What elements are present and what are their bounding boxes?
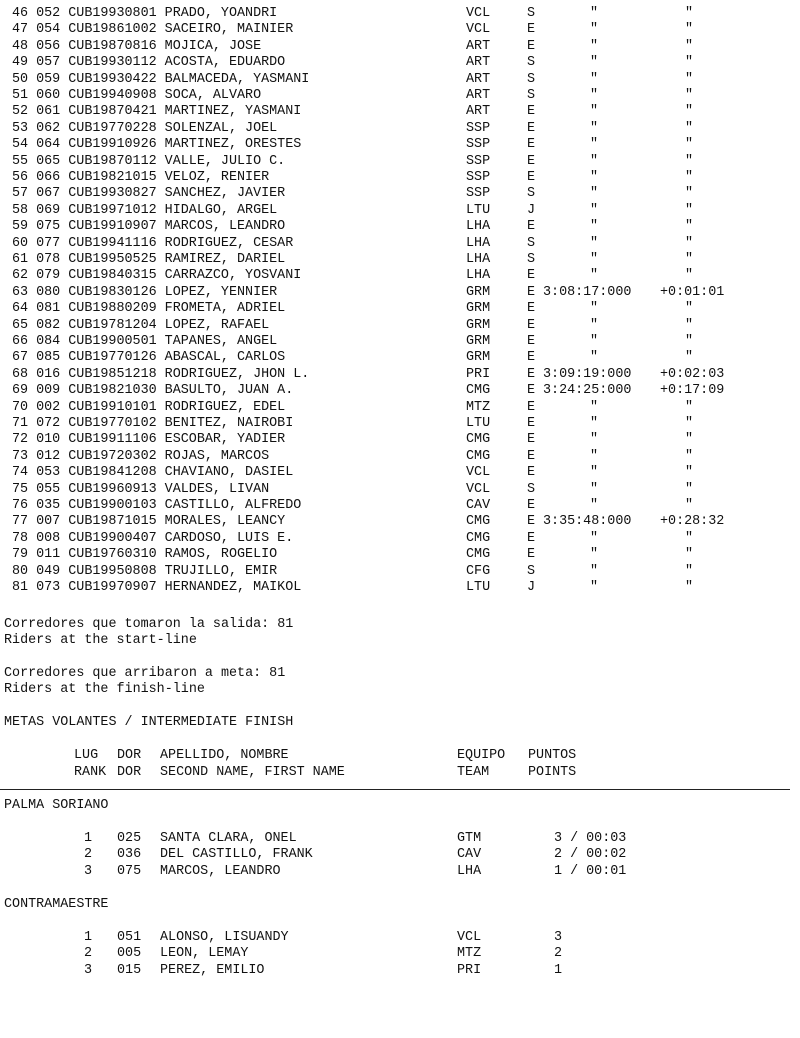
result-row-main: 62 079 CUB19840315 CARRAZCO, YOSVANI	[12, 268, 302, 284]
result-team: ART	[466, 104, 491, 120]
result-time: "	[590, 334, 599, 349]
result-time: "	[590, 432, 599, 448]
sprint-bib: 075	[117, 863, 142, 879]
result-gap: "	[685, 465, 694, 481]
result-row-main: 54 064 CUB19910926 MARTINEZ, ORESTES	[12, 137, 302, 153]
sprint-rank: 2	[84, 847, 93, 863]
result-team: LTU	[466, 202, 491, 218]
result-time: "	[590, 120, 599, 136]
result-gap: "	[685, 38, 694, 54]
result-time: "	[590, 252, 599, 267]
result-row-main: 66 084 CUB19900501 TAPANES, ANGEL	[12, 334, 278, 349]
sprint-points: 2 / 00:02	[554, 847, 627, 863]
result-category: S	[527, 186, 536, 202]
result-row-main: 72 010 CUB19911106 ESCOBAR, YADIER	[12, 432, 286, 448]
result-time: "	[590, 6, 599, 21]
result-team: CAV	[466, 498, 491, 513]
header-divider	[0, 789, 790, 790]
result-time: "	[590, 465, 599, 481]
result-row-main: 49 057 CUB19930112 ACOSTA, EDUARDO	[12, 55, 286, 71]
result-gap: "	[685, 55, 694, 71]
result-category: E	[527, 498, 536, 513]
result-gap: "	[685, 547, 694, 563]
result-row-main: 56 066 CUB19821015 VELOZ, RENIER	[12, 170, 270, 185]
result-team: PRI	[466, 366, 491, 382]
result-team: SSP	[466, 120, 491, 136]
sprint-name: MARCOS, LEANDRO	[160, 863, 281, 879]
result-category: E	[527, 38, 536, 54]
result-category: E	[527, 284, 536, 300]
result-time: 3:24:25:000	[543, 383, 632, 399]
sprint-name: ALONSO, LISUANDY	[160, 930, 289, 945]
result-time: "	[590, 170, 599, 185]
result-gap: "	[685, 6, 694, 21]
sprint-points: 2	[554, 946, 563, 962]
result-row-main: 58 069 CUB19971012 HIDALGO, ARGEL	[12, 202, 278, 218]
result-team: SSP	[466, 170, 491, 185]
result-gap: "	[685, 317, 694, 333]
result-time: 3:09:19:000	[543, 366, 632, 382]
result-category: E	[527, 301, 536, 317]
result-category: E	[527, 137, 536, 153]
result-category: E	[527, 334, 536, 349]
result-time: "	[590, 301, 599, 317]
result-team: CMG	[466, 448, 491, 464]
sprint-points: 1 / 00:01	[554, 863, 627, 879]
start-count-es: Corredores que tomaron la salida: 81	[4, 617, 294, 632]
result-category: E	[527, 350, 536, 366]
result-gap: "	[685, 448, 694, 464]
result-category: E	[527, 120, 536, 136]
result-gap: "	[685, 120, 694, 136]
sprint-rank: 3	[84, 962, 93, 978]
result-time: 3:08:17:000	[543, 284, 632, 300]
result-team: ART	[466, 88, 491, 103]
result-gap: "	[685, 186, 694, 202]
result-team: GRM	[466, 301, 491, 317]
result-time: "	[590, 448, 599, 464]
result-time: "	[590, 55, 599, 71]
result-row-main: 59 075 CUB19910907 MARCOS, LEANDRO	[12, 219, 286, 235]
result-row-main: 65 082 CUB19781204 LOPEZ, RAFAEL	[12, 317, 270, 333]
result-row-main: 67 085 CUB19770126 ABASCAL, CARLOS	[12, 350, 286, 366]
result-team: CMG	[466, 383, 491, 399]
result-gap: "	[685, 88, 694, 103]
result-category: E	[527, 514, 536, 530]
result-team: SSP	[466, 153, 491, 169]
start-count-en: Riders at the start-line	[4, 633, 197, 648]
result-row-main: 73 012 CUB19720302 ROJAS, MARCOS	[12, 448, 270, 464]
result-gap: "	[685, 235, 694, 251]
sprint-name: DEL CASTILLO, FRANK	[160, 847, 313, 863]
sprint-points: 1	[554, 962, 563, 978]
sprint-team: LHA	[457, 863, 482, 879]
result-gap: "	[685, 350, 694, 366]
result-time: "	[590, 235, 599, 251]
result-gap: "	[685, 202, 694, 218]
result-team: VCL	[466, 22, 491, 38]
result-team: ART	[466, 38, 491, 54]
result-gap: "	[685, 22, 694, 38]
result-time: "	[590, 317, 599, 333]
result-team: VCL	[466, 6, 491, 21]
result-time: "	[590, 399, 599, 415]
result-gap: "	[685, 301, 694, 317]
result-gap: "	[685, 399, 694, 415]
result-team: SSP	[466, 186, 491, 202]
result-time: "	[590, 416, 599, 431]
result-category: E	[527, 383, 536, 399]
sprint-rank: 1	[84, 930, 93, 945]
result-gap: "	[685, 71, 694, 87]
result-row-main: 47 054 CUB19861002 SACEIRO, MAINIER	[12, 22, 294, 38]
result-team: CMG	[466, 547, 491, 563]
result-category: J	[527, 580, 536, 595]
result-team: LTU	[466, 580, 491, 595]
header-points: POINTS	[528, 765, 577, 780]
sprint-points: 3 / 00:03	[554, 831, 627, 846]
result-row-main: 69 009 CUB19821030 BASULTO, JUAN A.	[12, 383, 294, 399]
result-category: S	[527, 563, 536, 579]
result-category: E	[527, 153, 536, 169]
sprint-bib: 015	[117, 962, 142, 978]
sprint-rank: 3	[84, 863, 93, 879]
result-category: S	[527, 88, 536, 103]
result-team: CFG	[466, 563, 491, 579]
result-category: E	[527, 432, 536, 448]
result-team: GRM	[466, 284, 491, 300]
header-rank: RANK	[74, 765, 107, 780]
result-gap: +0:01:01	[660, 284, 725, 300]
result-category: E	[527, 465, 536, 481]
header-name: APELLIDO, NOMBRE	[160, 748, 289, 763]
intermediate-title: METAS VOLANTES / INTERMEDIATE FINISH	[4, 715, 294, 730]
result-time: "	[590, 38, 599, 54]
result-row-main: 68 016 CUB19851218 RODRIGUEZ, JHON L.	[12, 366, 310, 382]
result-time: "	[590, 104, 599, 120]
result-row-main: 75 055 CUB19960913 VALDES, LIVAN	[12, 481, 270, 497]
result-team: CMG	[466, 432, 491, 448]
result-team: GRM	[466, 334, 491, 349]
result-team: VCL	[466, 481, 491, 497]
result-gap: "	[685, 252, 694, 267]
result-row-main: 57 067 CUB19930827 SANCHEZ, JAVIER	[12, 186, 286, 202]
result-gap: "	[685, 563, 694, 579]
section-title: PALMA SORIANO	[4, 798, 109, 813]
result-category: E	[527, 268, 536, 284]
header-points: PUNTOS	[528, 748, 577, 763]
result-category: E	[527, 104, 536, 120]
result-gap: "	[685, 137, 694, 153]
result-row-main: 70 002 CUB19910101 RODRIGUEZ, EDEL	[12, 399, 286, 415]
header-team: EQUIPO	[457, 748, 506, 763]
sprint-team: CAV	[457, 847, 482, 863]
result-row-main: 48 056 CUB19870816 MOJICA, JOSE	[12, 38, 262, 54]
result-time: "	[590, 547, 599, 563]
result-category: E	[527, 530, 536, 546]
result-row-main: 81 073 CUB19970907 HERNANDEZ, MAIKOL	[12, 580, 302, 595]
sprint-name: PEREZ, EMILIO	[160, 962, 265, 978]
sprint-team: MTZ	[457, 946, 482, 962]
result-row-main: 50 059 CUB19930422 BALMACEDA, YASMANI	[12, 71, 310, 87]
sprint-name: LEON, LEMAY	[160, 946, 249, 962]
result-time: "	[590, 350, 599, 366]
result-row-main: 52 061 CUB19870421 MARTINEZ, YASMANI	[12, 104, 302, 120]
sprint-bib: 036	[117, 847, 142, 863]
result-row-main: 78 008 CUB19900407 CARDOSO, LUIS E.	[12, 530, 294, 546]
result-team: LHA	[466, 235, 491, 251]
result-category: E	[527, 416, 536, 431]
result-time: "	[590, 71, 599, 87]
result-team: LTU	[466, 416, 491, 431]
result-gap: "	[685, 530, 694, 546]
result-row-main: 64 081 CUB19880209 FROMETA, ADRIEL	[12, 301, 286, 317]
result-team: CMG	[466, 514, 491, 530]
result-time: "	[590, 481, 599, 497]
header-bib: DOR	[117, 765, 142, 780]
header-team: TEAM	[457, 765, 490, 780]
result-team: LHA	[466, 252, 491, 267]
result-team: LHA	[466, 268, 491, 284]
result-team: ART	[466, 71, 491, 87]
result-category: E	[527, 22, 536, 38]
result-time: "	[590, 498, 599, 513]
result-team: SSP	[466, 137, 491, 153]
finish-count-es: Corredores que arribaron a meta: 81	[4, 666, 286, 681]
result-team: MTZ	[466, 399, 491, 415]
result-category: J	[527, 202, 536, 218]
result-gap: "	[685, 481, 694, 497]
sprint-team: PRI	[457, 962, 482, 978]
result-gap: "	[685, 432, 694, 448]
result-time: "	[590, 580, 599, 595]
result-time: "	[590, 22, 599, 38]
result-time: 3:35:48:000	[543, 514, 632, 530]
result-time: "	[590, 563, 599, 579]
result-row-main: 60 077 CUB19941116 RODRIGUEZ, CESAR	[12, 235, 294, 251]
result-category: S	[527, 235, 536, 251]
result-gap: "	[685, 334, 694, 349]
result-team: ART	[466, 55, 491, 71]
result-row-main: 79 011 CUB19760310 RAMOS, ROGELIO	[12, 547, 278, 563]
result-category: E	[527, 399, 536, 415]
result-gap: +0:28:32	[660, 514, 725, 530]
result-team: LHA	[466, 219, 491, 235]
result-team: CMG	[466, 530, 491, 546]
result-row-main: 71 072 CUB19770102 BENITEZ, NAIROBI	[12, 416, 294, 431]
section-title: CONTRAMAESTRE	[4, 897, 109, 912]
result-category: E	[527, 170, 536, 185]
result-row-main: 80 049 CUB19950808 TRUJILLO, EMIR	[12, 563, 278, 579]
result-row-main: 61 078 CUB19950525 RAMIREZ, DARIEL	[12, 252, 286, 267]
result-time: "	[590, 530, 599, 546]
result-gap: "	[685, 170, 694, 185]
result-gap: "	[685, 268, 694, 284]
result-row-main: 53 062 CUB19770228 SOLENZAL, JOEL	[12, 120, 278, 136]
result-row-main: 77 007 CUB19871015 MORALES, LEANCY	[12, 514, 286, 530]
sprint-bib: 005	[117, 946, 142, 962]
sprint-bib: 025	[117, 831, 142, 846]
result-gap: +0:17:09	[660, 383, 725, 399]
result-time: "	[590, 202, 599, 218]
sprint-rank: 2	[84, 946, 93, 962]
result-time: "	[590, 88, 599, 103]
result-gap: "	[685, 580, 694, 595]
result-category: E	[527, 366, 536, 382]
result-gap: "	[685, 416, 694, 431]
result-gap: "	[685, 498, 694, 513]
result-category: S	[527, 55, 536, 71]
sprint-team: VCL	[457, 930, 482, 945]
result-gap: "	[685, 153, 694, 169]
result-category: S	[527, 252, 536, 267]
result-category: E	[527, 448, 536, 464]
result-time: "	[590, 137, 599, 153]
finish-count-en: Riders at the finish-line	[4, 682, 205, 697]
result-team: GRM	[466, 317, 491, 333]
result-category: S	[527, 481, 536, 497]
result-time: "	[590, 153, 599, 169]
result-row-main: 63 080 CUB19830126 LOPEZ, YENNIER	[12, 284, 278, 300]
result-time: "	[590, 268, 599, 284]
result-team: GRM	[466, 350, 491, 366]
result-time: "	[590, 219, 599, 235]
result-row-main: 74 053 CUB19841208 CHAVIANO, DASIEL	[12, 465, 294, 481]
result-category: S	[527, 71, 536, 87]
result-row-main: 51 060 CUB19940908 SOCA, ALVARO	[12, 88, 262, 103]
result-row-main: 55 065 CUB19870112 VALLE, JULIO C.	[12, 153, 286, 169]
sprint-rank: 1	[84, 831, 93, 846]
header-name: SECOND NAME, FIRST NAME	[160, 765, 345, 780]
header-bib: DOR	[117, 748, 142, 763]
sprint-bib: 051	[117, 930, 142, 945]
sprint-points: 3	[554, 930, 563, 945]
result-gap: "	[685, 104, 694, 120]
result-gap: +0:02:03	[660, 366, 725, 382]
result-row-main: 46 052 CUB19930801 PRADO, YOANDRI	[12, 6, 278, 21]
result-category: S	[527, 6, 536, 21]
result-gap: "	[685, 219, 694, 235]
sprint-team: GTM	[457, 831, 482, 846]
result-team: VCL	[466, 465, 491, 481]
result-row-main: 76 035 CUB19900103 CASTILLO, ALFREDO	[12, 498, 302, 513]
sprint-name: SANTA CLARA, ONEL	[160, 831, 297, 846]
result-category: E	[527, 219, 536, 235]
result-category: E	[527, 317, 536, 333]
result-category: E	[527, 547, 536, 563]
result-time: "	[590, 186, 599, 202]
header-rank: LUG	[74, 748, 99, 763]
